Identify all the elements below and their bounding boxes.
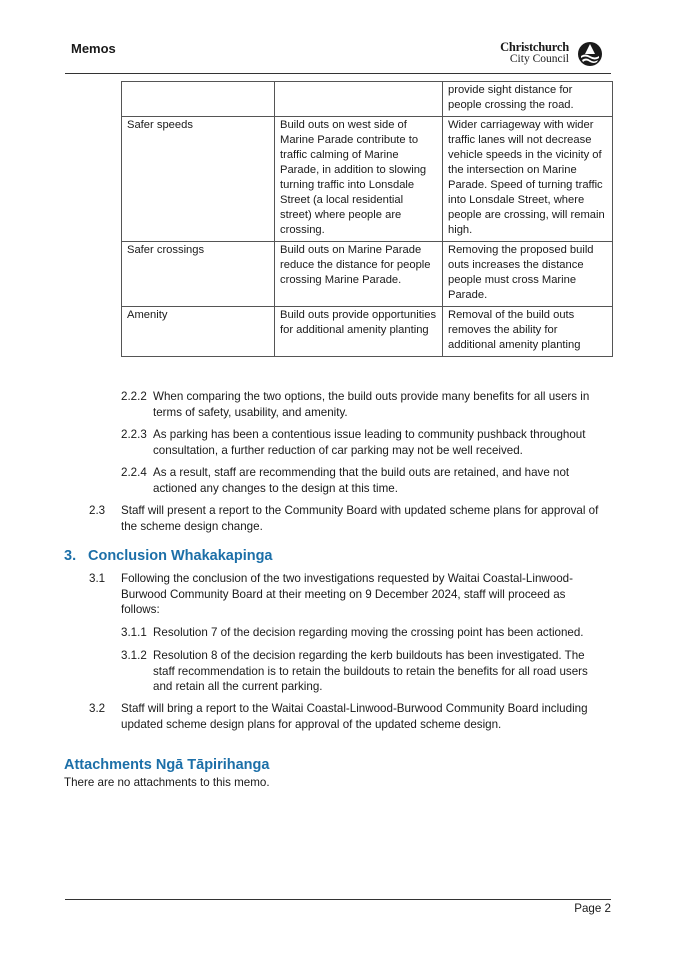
paragraph-text: Following the conclusion of the two investigations requested by Waitai Coastal-Linwood-Burwood Community Board at their meeting on 9 December 2024, staff will proceed as follows: [121, 572, 573, 616]
council-logo-mark-icon [577, 41, 603, 67]
paragraph-number: 3.2 [89, 702, 106, 715]
section-3-heading [64, 548, 273, 564]
attachments-heading: Attachments Ngā Tāpirihanga [64, 757, 270, 773]
paragraph-number: 2.2.2 [121, 390, 147, 403]
table-cell: provide sight distance for people crossing the road. [443, 82, 613, 117]
table-cell: Safer crossings [122, 242, 275, 307]
paragraph-number: 2.2.3 [121, 428, 147, 441]
table-cell: Build outs on west side of Marine Parade contribute to traffic calming of Marine Parade, in addition to slowing turning traffic into Lonsdale Street (a local residential street) where people are crossing. [275, 117, 443, 242]
table-cell: Amenity [122, 307, 275, 357]
paragraph-text: Resolution 8 of the decision regarding the kerb buildouts has been investigated. The staff recommendation is to retain the buildouts to retain the benefits for all road users and retain all the current parking. [153, 649, 588, 693]
section-title: Conclusion Whakakapinga [88, 548, 273, 564]
logo-line-2: City Council [509, 53, 569, 65]
table-row [122, 117, 613, 242]
logo-line-1: Christchurch [500, 40, 569, 54]
table-cell: Removing the proposed build outs increases the distance people must cross Marine Parade. [443, 242, 613, 307]
header-divider [65, 73, 611, 74]
document-header-title: Memos [71, 41, 116, 56]
table-cell [122, 82, 275, 117]
paragraph-number: 3.1.2 [121, 649, 147, 662]
paragraph-text: Staff will bring a report to the Waitai Coastal-Linwood-Burwood Community Board including updated scheme design plans for approval of the updated scheme design. [121, 702, 588, 731]
table-cell [275, 82, 443, 117]
footer-divider [65, 899, 611, 900]
page-number: Page 2 [574, 902, 611, 915]
table-row [122, 242, 613, 307]
paragraph-text: As parking has been a contentious issue leading to community pushback throughout consultation, a further reduction of car parking may not be well received. [153, 428, 586, 457]
paragraph-text: Staff will present a report to the Community Board with updated scheme plans for approval of the scheme design change. [121, 504, 599, 533]
paragraph-number: 2.2.4 [121, 466, 147, 479]
paragraph-text: When comparing the two options, the build outs provide many benefits for all users in terms of safety, usability, and amenity. [153, 390, 590, 419]
table-cell: Build outs on Marine Parade reduce the distance for people crossing Marine Parade. [275, 242, 443, 307]
table-cell: Removal of the build outs removes the ability for additional amenity planting [443, 307, 613, 357]
paragraph-text: Resolution 7 of the decision regarding moving the crossing point has been actioned. [153, 626, 584, 639]
comparison-table [121, 81, 613, 357]
table-cell: Wider carriageway with wider traffic lanes will not decrease vehicle speeds in the vicinity of the intersection on Marine Parade. Speed of turning traffic into Lonsdale Street, where people are crossing, will remain high. [443, 117, 613, 242]
section-number: 3. [64, 548, 77, 564]
paragraph-number: 3.1.1 [121, 626, 147, 639]
attachments-text: There are no attachments to this memo. [64, 776, 270, 789]
table-cell: Build outs provide opportunities for additional amenity planting [275, 307, 443, 357]
council-logo [493, 40, 603, 68]
table-row [122, 307, 613, 357]
paragraph-number: 2.3 [89, 504, 106, 517]
table-cell: Safer speeds [122, 117, 275, 242]
table-row [122, 82, 613, 117]
paragraph-number: 3.1 [89, 572, 106, 585]
paragraph-text: As a result, staff are recommending that the build outs are retained, and have not actioned any changes to the design at this time. [153, 466, 570, 495]
